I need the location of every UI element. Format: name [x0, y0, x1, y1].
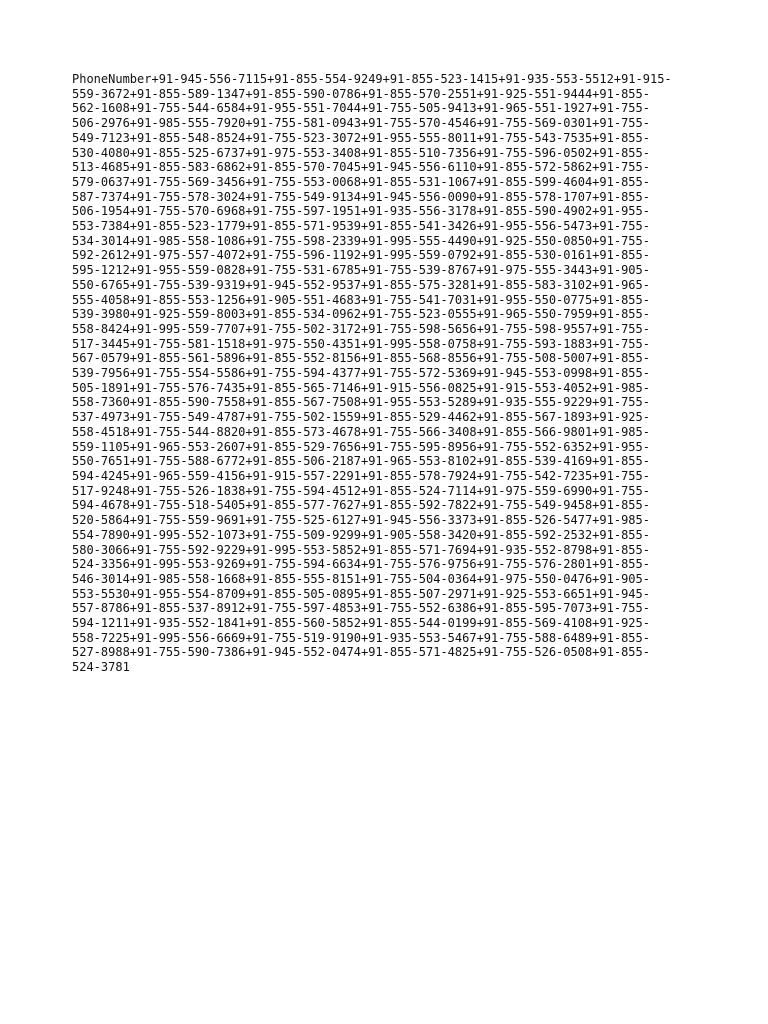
text-line: 530-4080+91-855-525-6737+91-975-553-3408+91-855-510-7356+91-755-596-0502+91-855- — [72, 145, 650, 160]
text-line: 506-1954+91-755-570-6968+91-755-597-1951+91-935-556-3178+91-855-590-4902+91-955- — [72, 204, 650, 219]
text-line: 527-8988+91-755-590-7386+91-945-552-0474+91-855-571-4825+91-755-526-0508+91-855- — [72, 645, 650, 660]
text-line: 559-3672+91-855-589-1347+91-855-590-0786+91-855-570-2551+91-925-551-9444+91-855- — [72, 86, 650, 101]
text-line: 524-3356+91-995-553-9269+91-755-594-6634+91-755-576-9756+91-755-576-2801+91-855- — [72, 557, 650, 572]
text-line: 505-1891+91-755-576-7435+91-855-565-7146+91-915-556-0825+91-915-553-4052+91-985- — [72, 380, 650, 395]
text-line: 595-1212+91-955-559-0828+91-755-531-6785+91-755-539-8767+91-975-555-3443+91-905- — [72, 263, 650, 278]
text-line: 520-5864+91-755-559-9691+91-755-525-6127+91-945-556-3373+91-855-526-5477+91-985- — [72, 513, 650, 528]
text-line: 524-3781 — [72, 660, 130, 675]
text-line: PhoneNumber+91-945-556-7115+91-855-554-9249+91-855-523-1415+91-935-553-5512+91-915- — [72, 72, 672, 86]
text-line: 594-1211+91-935-552-1841+91-855-560-5852+91-855-544-0199+91-855-569-4108+91-925- — [72, 616, 650, 631]
text-line: 562-1608+91-755-544-6584+91-955-551-7044+91-755-505-9413+91-965-551-1927+91-755- — [72, 101, 650, 116]
text-line: 517-3445+91-755-581-1518+91-975-550-4351+91-995-558-0758+91-755-593-1883+91-755- — [72, 336, 650, 351]
text-line: 546-3014+91-985-558-1668+91-855-555-8151+91-755-504-0364+91-975-550-0476+91-905- — [72, 571, 650, 586]
text-line: 553-5530+91-955-554-8709+91-855-505-0895+91-855-507-2971+91-925-553-6651+91-945- — [72, 586, 650, 601]
text-line: 513-4685+91-855-583-6862+91-855-570-7045+91-945-556-6110+91-855-572-5862+91-755- — [72, 160, 650, 175]
text-line: 594-4678+91-755-518-5405+91-855-577-7627+91-855-592-7822+91-755-549-9458+91-855- — [72, 498, 650, 513]
text-line: 554-7890+91-995-552-1073+91-755-509-9299+91-905-558-3420+91-855-592-2532+91-855- — [72, 527, 650, 542]
phone-number-text — [72, 72, 712, 675]
text-line: 557-8786+91-855-537-8912+91-755-597-4853+91-755-552-6386+91-855-595-7073+91-755- — [72, 601, 650, 616]
text-line: 549-7123+91-855-548-8524+91-755-523-3072+91-955-555-8011+91-755-543-7535+91-855- — [72, 130, 650, 145]
text-line: 558-7360+91-855-590-7558+91-855-567-7508+91-955-553-5289+91-935-555-9229+91-755- — [72, 395, 650, 410]
text-line: 555-4058+91-855-553-1256+91-905-551-4683+91-755-541-7031+91-955-550-0775+91-855- — [72, 292, 650, 307]
text-line: 537-4973+91-755-549-4787+91-755-502-1559+91-855-529-4462+91-855-567-1893+91-925- — [72, 410, 650, 425]
text-line: 579-0637+91-755-569-3456+91-755-553-0068+91-855-531-1067+91-855-599-4604+91-855- — [72, 174, 650, 189]
text-line: 558-8424+91-995-559-7707+91-755-502-3172+91-755-598-5656+91-755-598-9557+91-755- — [72, 321, 650, 336]
text-line: 550-6765+91-755-539-9319+91-945-552-9537+91-855-575-3281+91-855-583-3102+91-965- — [72, 277, 650, 292]
text-line: 558-7225+91-995-556-6669+91-755-519-9190+91-935-553-5467+91-755-588-6489+91-855- — [72, 630, 650, 645]
text-line: 517-9248+91-755-526-1838+91-755-594-4512+91-855-524-7114+91-975-559-6990+91-755- — [72, 483, 650, 498]
text-line: 553-7384+91-855-523-1779+91-855-571-9539+91-855-541-3426+91-955-556-5473+91-755- — [72, 219, 650, 234]
text-line: 506-2976+91-985-555-7920+91-755-581-0943+91-755-570-4546+91-755-569-0301+91-755- — [72, 116, 650, 131]
text-line: 550-7651+91-755-588-6772+91-855-506-2187+91-965-553-8102+91-855-539-4169+91-855- — [72, 454, 650, 469]
text-line: 580-3066+91-755-592-9229+91-995-553-5852+91-855-571-7694+91-935-552-8798+91-855- — [72, 542, 650, 557]
text-line: 567-0579+91-855-561-5896+91-855-552-8156+91-855-568-8556+91-755-508-5007+91-855- — [72, 351, 650, 366]
text-line: 539-3980+91-925-559-8003+91-855-534-0962+91-755-523-0555+91-965-550-7959+91-855- — [72, 307, 650, 322]
text-line: 594-4245+91-965-559-4156+91-915-557-2291+91-855-578-7924+91-755-542-7235+91-755- — [72, 468, 650, 483]
text-line: 587-7374+91-755-578-3024+91-755-549-9134+91-945-556-0090+91-855-578-1707+91-855- — [72, 189, 650, 204]
text-line: 539-7956+91-755-554-5586+91-755-594-4377+91-755-572-5369+91-945-553-0998+91-855- — [72, 366, 650, 381]
text-line: 558-4518+91-755-544-8820+91-855-573-4678+91-755-566-3408+91-855-566-9801+91-985- — [72, 424, 650, 439]
text-line: 534-3014+91-985-558-1086+91-755-598-2339+91-995-555-4490+91-925-550-0850+91-755- — [72, 233, 650, 248]
text-line: 592-2612+91-975-557-4072+91-755-596-1192+91-995-559-0792+91-855-530-0161+91-855- — [72, 248, 650, 263]
text-line: 559-1105+91-965-553-2607+91-855-529-7656+91-755-595-8956+91-755-552-6352+91-955- — [72, 439, 650, 454]
